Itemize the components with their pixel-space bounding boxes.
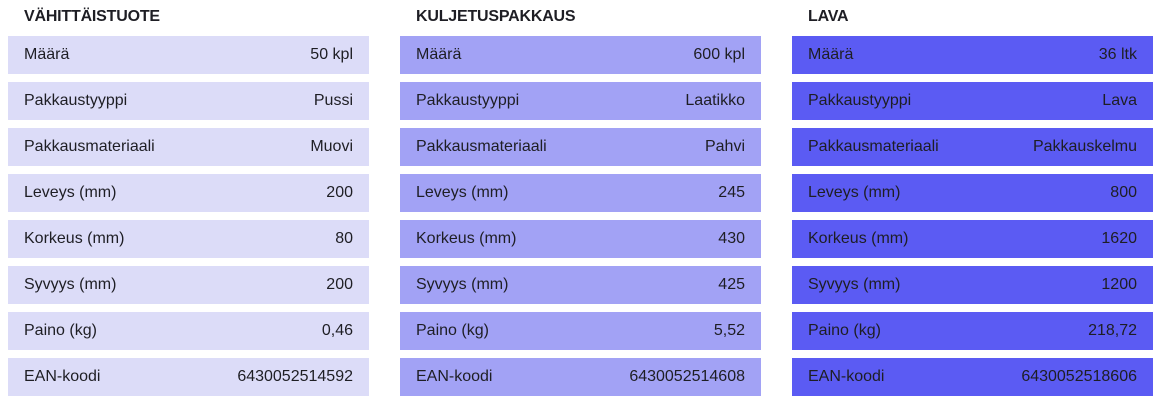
- row-value: 430: [718, 230, 745, 247]
- row-label: Paino (kg): [416, 322, 489, 339]
- pallet-row-package-material: [792, 128, 1153, 166]
- row-value: 218,72: [1088, 322, 1137, 339]
- row-value: Laatikko: [685, 92, 745, 109]
- pallet-row-depth: [792, 266, 1153, 304]
- row-label: Korkeus (mm): [416, 230, 517, 247]
- row-value: 36 ltk: [1098, 46, 1137, 63]
- row-label: Pakkausmateriaali: [24, 138, 155, 155]
- row-label: Paino (kg): [808, 322, 881, 339]
- pallet-row-package-type: [792, 82, 1153, 120]
- row-label: Pakkaustyyppi: [24, 92, 128, 109]
- row-label: Korkeus (mm): [808, 230, 909, 247]
- row-label: Pakkausmateriaali: [808, 138, 939, 155]
- row-label: Syvyys (mm): [416, 276, 509, 293]
- transport-row-ean: [400, 358, 761, 396]
- retail-row-weight: [8, 312, 369, 350]
- row-label: Määrä: [416, 46, 462, 63]
- row-label: Leveys (mm): [24, 184, 117, 201]
- retail-unit-column: [8, 0, 369, 404]
- transport-row-weight: [400, 312, 761, 350]
- row-label: EAN-koodi: [808, 368, 885, 385]
- retail-row-quantity: [8, 36, 369, 74]
- pallet-title: LAVA: [808, 8, 849, 25]
- pallet-column: [792, 0, 1153, 404]
- transport-row-package-material: [400, 128, 761, 166]
- row-value: 80: [335, 230, 353, 247]
- retail-row-height: [8, 220, 369, 258]
- transport-row-depth: [400, 266, 761, 304]
- row-value: 425: [718, 276, 745, 293]
- row-label: Syvyys (mm): [24, 276, 117, 293]
- retail-row-ean: [8, 358, 369, 396]
- row-value: Pussi: [313, 92, 353, 109]
- transport-package-column: [400, 0, 761, 404]
- row-label: Syvyys (mm): [808, 276, 901, 293]
- retail-row-package-type: [8, 82, 369, 120]
- transport-row-width: [400, 174, 761, 212]
- row-value: 5,52: [713, 322, 745, 339]
- transport-package-title: KULJETUSPAKKAUS: [416, 8, 576, 25]
- pallet-row-weight: [792, 312, 1153, 350]
- row-label: Pakkausmateriaali: [416, 138, 547, 155]
- row-label: EAN-koodi: [416, 368, 493, 385]
- row-value: 600 kpl: [693, 46, 745, 63]
- row-value: 200: [326, 184, 353, 201]
- pallet-row-height: [792, 220, 1153, 258]
- row-label: Pakkaustyyppi: [416, 92, 520, 109]
- row-value: Pahvi: [704, 138, 745, 155]
- transport-row-package-type: [400, 82, 761, 120]
- retail-row-depth: [8, 266, 369, 304]
- row-label: EAN-koodi: [24, 368, 101, 385]
- row-value: Pakkauskelmu: [1032, 138, 1137, 155]
- row-value: 200: [326, 276, 353, 293]
- retail-row-width: [8, 174, 369, 212]
- row-value: 0,46: [321, 322, 353, 339]
- row-value: 6430052514592: [237, 368, 353, 385]
- row-label: Leveys (mm): [808, 184, 901, 201]
- row-value: 245: [718, 184, 745, 201]
- row-value: 6430052518606: [1021, 368, 1137, 385]
- row-value: 6430052514608: [629, 368, 745, 385]
- pallet-row-quantity: [792, 36, 1153, 74]
- retail-row-package-material: [8, 128, 369, 166]
- row-label: Määrä: [808, 46, 854, 63]
- row-value: 1620: [1101, 230, 1137, 247]
- transport-row-height: [400, 220, 761, 258]
- row-value: Muovi: [310, 138, 353, 155]
- row-label: Paino (kg): [24, 322, 97, 339]
- row-label: Leveys (mm): [416, 184, 509, 201]
- row-value: Lava: [1102, 92, 1137, 109]
- transport-row-quantity: [400, 36, 761, 74]
- row-label: Korkeus (mm): [24, 230, 125, 247]
- pallet-row-ean: [792, 358, 1153, 396]
- row-label: Pakkaustyyppi: [808, 92, 912, 109]
- retail-unit-title: VÄHITTÄISTUOTE: [24, 8, 160, 25]
- pallet-row-width: [792, 174, 1153, 212]
- row-value: 800: [1110, 184, 1137, 201]
- row-label: Määrä: [24, 46, 70, 63]
- row-value: 50 kpl: [310, 46, 353, 63]
- row-value: 1200: [1101, 276, 1137, 293]
